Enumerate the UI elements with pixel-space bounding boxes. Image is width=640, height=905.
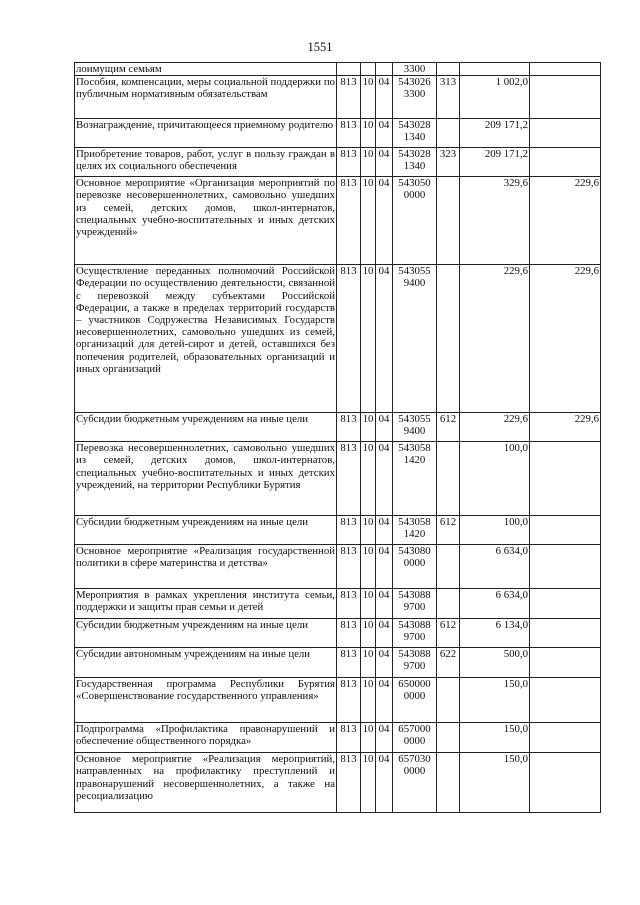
amount-federal-cell <box>530 648 601 678</box>
target-code-line-2: 9700 <box>403 601 426 614</box>
item-name-cell: Основное мероприятие «Реализация государственной политики в сфере материнства и детства» <box>75 545 337 589</box>
target-code-line-1: 543088 <box>398 648 431 661</box>
table-row <box>75 619 601 648</box>
table-row <box>75 545 601 589</box>
amount-total-cell: 6 634,0 <box>460 589 530 619</box>
item-name-cell: Субсидии бюджетным учреждениям на иные цели <box>75 413 337 442</box>
item-name-cell: Субсидии автономным учреждениям на иные цели <box>75 648 337 678</box>
target-code-cell <box>393 753 437 813</box>
subsection-code-cell: 04 <box>376 148 393 177</box>
section-code-cell: 10 <box>361 413 376 442</box>
item-name-cell: Мероприятия в рамках укрепления института семьи, поддержки и защиты прав семьи и детей <box>75 589 337 619</box>
ministry-code-cell: 813 <box>337 119 361 148</box>
target-code-cell <box>393 442 437 516</box>
section-code-cell: 10 <box>361 76 376 119</box>
ministry-code-cell: 813 <box>337 265 361 413</box>
subsection-code-cell <box>376 63 393 76</box>
target-code-line-2: 0000 <box>403 557 426 570</box>
section-code-cell: 10 <box>361 545 376 589</box>
amount-federal-cell <box>530 148 601 177</box>
table-row <box>75 63 601 76</box>
expense-type-cell: 313 <box>437 76 460 119</box>
amount-total-cell: 150,0 <box>460 753 530 813</box>
amount-total-cell: 6 634,0 <box>460 545 530 589</box>
expense-type-cell <box>437 589 460 619</box>
target-code-line-1: 543080 <box>398 545 431 558</box>
target-code-line-2: 3300 <box>403 63 426 75</box>
expense-type-cell: 323 <box>437 148 460 177</box>
item-name-cell: Пособия, компенсации, меры социальной поддержки по публичным нормативным обязательствам <box>75 76 337 119</box>
amount-total-cell: 229,6 <box>460 265 530 413</box>
ministry-code-cell: 813 <box>337 678 361 723</box>
section-code-cell: 10 <box>361 442 376 516</box>
section-code-cell: 10 <box>361 265 376 413</box>
target-code-cell <box>393 648 437 678</box>
amount-federal-cell <box>530 442 601 516</box>
amount-federal-cell <box>530 76 601 119</box>
expense-type-cell <box>437 177 460 265</box>
section-code-cell: 10 <box>361 177 376 265</box>
section-code-cell: 10 <box>361 619 376 648</box>
target-code-cell <box>393 723 437 753</box>
ministry-code-cell: 813 <box>337 76 361 119</box>
ministry-code-cell: 813 <box>337 723 361 753</box>
subsection-code-cell: 04 <box>376 678 393 723</box>
amount-federal-cell: 229,6 <box>530 177 601 265</box>
section-code-cell: 10 <box>361 723 376 753</box>
target-code-line-1: 543058 <box>398 442 431 455</box>
ministry-code-cell: 813 <box>337 619 361 648</box>
target-code-line-1: 543088 <box>398 589 431 602</box>
table-row <box>75 648 601 678</box>
subsection-code-cell: 04 <box>376 753 393 813</box>
amount-total-cell: 209 171,2 <box>460 148 530 177</box>
amount-total-cell: 1 002,0 <box>460 76 530 119</box>
item-name-cell: Субсидии бюджетным учреждениям на иные цели <box>75 516 337 545</box>
table-row <box>75 76 601 119</box>
table-row <box>75 442 601 516</box>
item-name-cell: лоимущим семьям <box>75 63 337 76</box>
target-code-line-1: 543088 <box>398 619 431 632</box>
table-row <box>75 589 601 619</box>
item-name-cell: Основное мероприятие «Реализация мероприятий, направленных на профилактику преступлений и правонарушений несовершеннолетних, а также на ресоциализацию <box>75 753 337 813</box>
ministry-code-cell: 813 <box>337 648 361 678</box>
target-code-line-2: 9700 <box>403 660 426 673</box>
subsection-code-cell: 04 <box>376 545 393 589</box>
ministry-code-cell: 813 <box>337 177 361 265</box>
target-code-cell <box>393 545 437 589</box>
table-row <box>75 265 601 413</box>
amount-total-cell: 500,0 <box>460 648 530 678</box>
section-code-cell: 10 <box>361 648 376 678</box>
subsection-code-cell: 04 <box>376 177 393 265</box>
expense-type-cell <box>437 265 460 413</box>
budget-table <box>74 62 601 813</box>
section-code-cell: 10 <box>361 678 376 723</box>
expense-type-cell: 612 <box>437 413 460 442</box>
amount-total-cell: 229,6 <box>460 413 530 442</box>
amount-federal-cell <box>530 589 601 619</box>
amount-total-cell: 6 134,0 <box>460 619 530 648</box>
expense-type-cell <box>437 545 460 589</box>
target-code-line-1: 543055 <box>398 413 431 426</box>
item-name-cell: Государственная программа Республики Бурятия «Совершенствование государственного управления» <box>75 678 337 723</box>
target-code-cell <box>393 148 437 177</box>
subsection-code-cell: 04 <box>376 619 393 648</box>
target-code-cell <box>393 119 437 148</box>
target-code-line-2: 9700 <box>403 631 426 644</box>
target-code-cell <box>393 265 437 413</box>
amount-federal-cell <box>530 723 601 753</box>
target-code-cell <box>393 63 437 76</box>
expense-type-cell <box>437 442 460 516</box>
ministry-code-cell: 813 <box>337 148 361 177</box>
amount-federal-cell <box>530 619 601 648</box>
ministry-code-cell: 813 <box>337 545 361 589</box>
expense-type-cell: 622 <box>437 648 460 678</box>
amount-federal-cell <box>530 119 601 148</box>
amount-federal-cell <box>530 63 601 76</box>
target-code-line-2: 0000 <box>403 690 426 703</box>
expense-type-cell <box>437 119 460 148</box>
table-row <box>75 678 601 723</box>
item-name-cell: Подпрограмма «Профилактика правонарушений и обеспечение общественного порядка» <box>75 723 337 753</box>
subsection-code-cell: 04 <box>376 413 393 442</box>
target-code-line-2: 1340 <box>403 160 426 173</box>
amount-total-cell <box>460 63 530 76</box>
table-row <box>75 148 601 177</box>
section-code-cell: 10 <box>361 589 376 619</box>
amount-federal-cell: 229,6 <box>530 265 601 413</box>
subsection-code-cell: 04 <box>376 723 393 753</box>
amount-total-cell: 150,0 <box>460 723 530 753</box>
table-row <box>75 723 601 753</box>
target-code-line-2: 0000 <box>403 765 426 778</box>
target-code-line-1: 543028 <box>398 148 431 161</box>
table-row <box>75 413 601 442</box>
subsection-code-cell: 04 <box>376 516 393 545</box>
target-code-line-2: 3300 <box>403 88 426 101</box>
target-code-line-1: 657000 <box>398 723 431 736</box>
table-row <box>75 753 601 813</box>
subsection-code-cell: 04 <box>376 442 393 516</box>
ministry-code-cell: 813 <box>337 589 361 619</box>
target-code-line-1: 543026 <box>398 76 431 89</box>
amount-total-cell: 150,0 <box>460 678 530 723</box>
page-number: 1551 <box>307 40 333 54</box>
ministry-code-cell: 813 <box>337 516 361 545</box>
amount-federal-cell <box>530 753 601 813</box>
expense-type-cell <box>437 753 460 813</box>
item-name-cell: Приобретение товаров, работ, услуг в пользу граждан в целях их социального обеспечения <box>75 148 337 177</box>
amount-total-cell: 100,0 <box>460 442 530 516</box>
ministry-code-cell: 813 <box>337 753 361 813</box>
target-code-line-2: 1420 <box>403 454 426 467</box>
section-code-cell: 10 <box>361 119 376 148</box>
amount-federal-cell <box>530 516 601 545</box>
section-code-cell: 10 <box>361 753 376 813</box>
item-name-cell: Вознаграждение, причитающееся приемному родителю <box>75 119 337 148</box>
target-code-cell <box>393 413 437 442</box>
amount-federal-cell <box>530 545 601 589</box>
ministry-code-cell: 813 <box>337 413 361 442</box>
target-code-line-2: 0000 <box>403 189 426 202</box>
amount-federal-cell: 229,6 <box>530 413 601 442</box>
section-code-cell: 10 <box>361 148 376 177</box>
table-row <box>75 177 601 265</box>
expense-type-cell: 612 <box>437 516 460 545</box>
target-code-line-1: 657030 <box>398 753 431 766</box>
expense-type-cell <box>437 678 460 723</box>
target-code-cell <box>393 619 437 648</box>
item-name-cell: Основное мероприятие «Организация мероприятий по перевозке несовершеннолетних, самовольно ушедших из семей, детских домов, школ-интернатов, специальных учебно-воспитательных и иных детских учреждений» <box>75 177 337 265</box>
section-code-cell <box>361 63 376 76</box>
target-code-line-2: 1340 <box>403 131 426 144</box>
table-row <box>75 119 601 148</box>
target-code-line-2: 9400 <box>403 277 426 290</box>
expense-type-cell <box>437 723 460 753</box>
amount-federal-cell <box>530 678 601 723</box>
target-code-cell <box>393 678 437 723</box>
subsection-code-cell: 04 <box>376 589 393 619</box>
table-row <box>75 516 601 545</box>
expense-type-cell: 612 <box>437 619 460 648</box>
ministry-code-cell <box>337 63 361 76</box>
subsection-code-cell: 04 <box>376 76 393 119</box>
section-code-cell: 10 <box>361 516 376 545</box>
amount-total-cell: 100,0 <box>460 516 530 545</box>
expense-type-cell <box>437 63 460 76</box>
target-code-cell <box>393 76 437 119</box>
target-code-cell <box>393 516 437 545</box>
target-code-line-1: 650000 <box>398 678 431 691</box>
ministry-code-cell: 813 <box>337 442 361 516</box>
target-code-line-2: 1420 <box>403 528 426 541</box>
amount-total-cell: 329,6 <box>460 177 530 265</box>
target-code-line-2: 9400 <box>403 425 426 438</box>
item-name-cell: Перевозка несовершеннолетних, самовольно ушедших из семей, детских домов, школ-интернатов, специальных учебно-воспитательных и иных детских учреждений, на территории Республики Бурятия <box>75 442 337 516</box>
target-code-cell <box>393 589 437 619</box>
target-code-line-1: 543055 <box>398 265 431 278</box>
item-name-cell: Субсидии бюджетным учреждениям на иные цели <box>75 619 337 648</box>
subsection-code-cell: 04 <box>376 648 393 678</box>
amount-total-cell: 209 171,2 <box>460 119 530 148</box>
target-code-line-1: 543028 <box>398 119 431 132</box>
target-code-cell <box>393 177 437 265</box>
subsection-code-cell: 04 <box>376 119 393 148</box>
target-code-line-2: 0000 <box>403 735 426 748</box>
item-name-cell: Осуществление переданных полномочий Российской Федерации по осуществлению деятельности, связанной с перевозкой между субъектами Российской Федерации, а также в пределах территорий государств – участников Содружества Независимых Государств несовершеннолетних, самовольно ушедших из семей, организаций для детей-сирот и детей, оставшихся без попечения родителей, образовательных организаций и иных организаций <box>75 265 337 413</box>
target-code-line-1: 543058 <box>398 516 431 529</box>
target-code-line-1: 543050 <box>398 177 431 190</box>
subsection-code-cell: 04 <box>376 265 393 413</box>
